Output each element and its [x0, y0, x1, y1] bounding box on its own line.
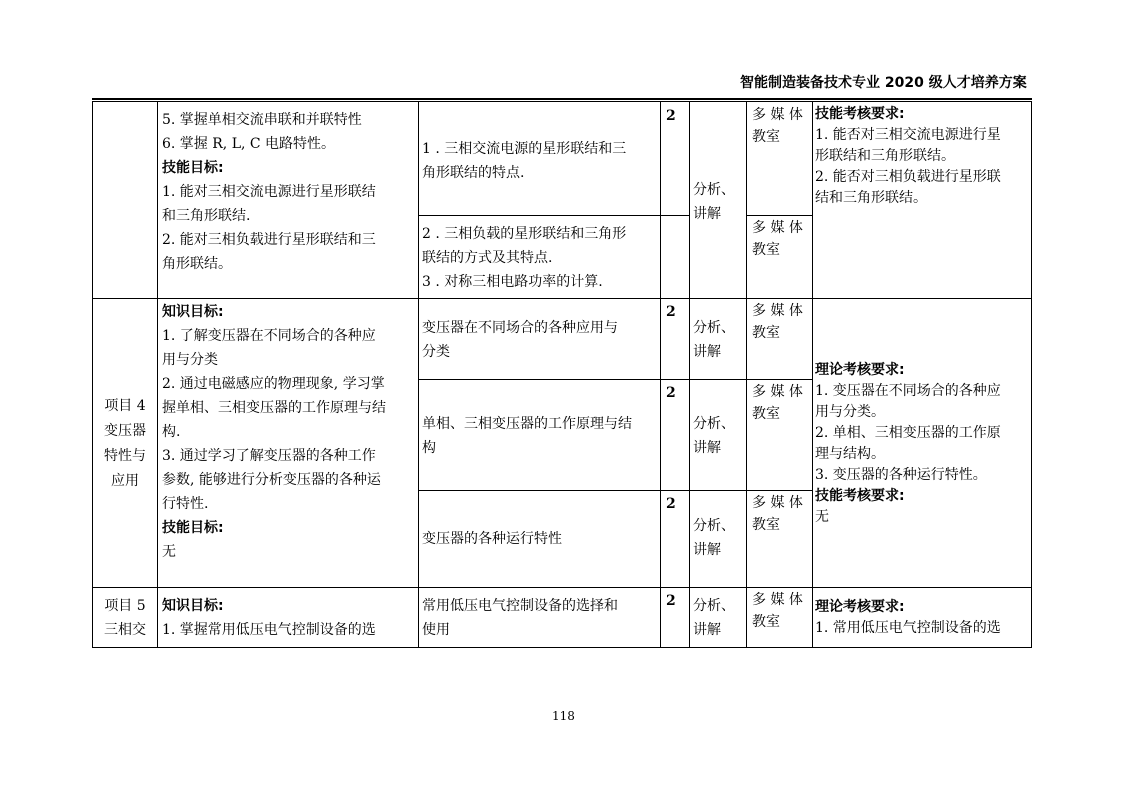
row2-place-c — [752, 492, 810, 536]
content-line: 角形联结的特点. — [422, 165, 525, 181]
row3-hours: 2 — [666, 593, 676, 609]
theory-line: 理与结构。 — [815, 446, 885, 462]
assess-heading: 技能考核要求: — [815, 106, 905, 122]
knowledge-line: 用与分类 — [162, 352, 218, 368]
row2-project-name — [94, 394, 156, 494]
header-rule-thin — [92, 101, 1032, 102]
row1-content-b — [422, 222, 658, 294]
row1-content-a — [422, 137, 658, 185]
theory-line: 3. 变压器的各种运行特性。 — [815, 467, 987, 483]
row2-method-b — [693, 412, 745, 460]
row3-project-name — [94, 594, 156, 642]
method-line: 分析、 — [693, 598, 735, 614]
objective-line: 6. 掌握 R, L, C 电路特性。 — [162, 136, 336, 152]
method-line: 讲解 — [693, 206, 721, 222]
row2-content-b — [422, 412, 658, 460]
skill-line: 1. 能对三相交流电源进行星形联结 — [162, 184, 376, 200]
place-line: 多 媒 体 — [752, 495, 803, 511]
content-line: 变压器在不同场合的各种应用与 — [422, 320, 618, 336]
project-line: 特性与 — [104, 448, 146, 464]
method-line: 讲解 — [693, 344, 721, 360]
row2-content-c — [422, 527, 658, 551]
theory-heading: 理论考核要求: — [815, 362, 905, 378]
header-rule — [92, 98, 1032, 100]
row2-hours-b: 2 — [666, 385, 676, 401]
place-line: 多 媒 体 — [752, 384, 803, 400]
assess-line: 形联结和三角形联结。 — [815, 148, 955, 164]
table-border-bottom — [92, 647, 1032, 648]
project-line: 项目 4 — [104, 398, 146, 414]
assess-line: 结和三角形联结。 — [815, 190, 927, 206]
row2-objectives-cell — [162, 300, 416, 564]
row-divider — [418, 379, 812, 380]
place-line: 多 媒 体 — [752, 220, 803, 236]
row2-method-c — [693, 514, 745, 562]
theory-line: 2. 单相、三相变压器的工作原 — [815, 425, 1001, 441]
row1-place-b — [752, 217, 810, 261]
place-line: 教室 — [752, 242, 780, 258]
theory-heading: 理论考核要求: — [815, 599, 905, 615]
row2-place-b — [752, 381, 810, 425]
content-line: 使用 — [422, 622, 450, 638]
knowledge-heading: 知识目标: — [162, 598, 224, 614]
theory-line: 1. 常用低压电气控制设备的选 — [815, 620, 1001, 636]
content-line: 常用低压电气控制设备的选择和 — [422, 598, 618, 614]
method-line: 分析、 — [693, 416, 735, 432]
knowledge-line: 构. — [162, 424, 181, 440]
content-line: 2 . 三相负载的星形联结和三角形 — [422, 226, 627, 242]
knowledge-line: 3. 通过学习了解变压器的各种工作 — [162, 448, 376, 464]
theory-line: 用与分类。 — [815, 404, 885, 420]
knowledge-line: 2. 通过电磁感应的物理现象, 学习掌 — [162, 376, 385, 392]
skill-line: 2. 能对三相负载进行星形联结和三 — [162, 232, 376, 248]
content-line: 单相、三相变压器的工作原理与结 — [422, 416, 632, 432]
project-line: 应用 — [111, 473, 139, 489]
place-line: 教室 — [752, 614, 780, 630]
skill-heading: 技能目标: — [162, 160, 224, 176]
row3-content — [422, 594, 658, 642]
knowledge-heading: 知识目标: — [162, 304, 224, 320]
method-line: 分析、 — [693, 182, 735, 198]
place-line: 教室 — [752, 325, 780, 341]
content-line: 构 — [422, 440, 436, 456]
col-divider — [660, 101, 661, 647]
row1-place-a — [752, 104, 810, 148]
theory-line: 1. 变压器在不同场合的各种应 — [815, 383, 1001, 399]
place-line: 多 媒 体 — [752, 592, 803, 608]
row-divider — [92, 298, 1032, 299]
method-line: 讲解 — [693, 622, 721, 638]
skill-assess-heading: 技能考核要求: — [815, 488, 905, 504]
col-divider — [418, 101, 419, 647]
row3-assessment — [815, 597, 1030, 639]
row-divider — [92, 587, 1032, 588]
content-line: 联结的方式及其特点. — [422, 250, 553, 266]
skill-heading: 技能目标: — [162, 520, 224, 536]
skill-line: 和三角形联结. — [162, 208, 251, 224]
row1-objectives-cell — [162, 108, 416, 276]
method-line: 分析、 — [693, 320, 735, 336]
content-line: 1 . 三相交流电源的星形联结和三 — [422, 141, 627, 157]
row3-method — [693, 594, 745, 642]
table-border-left — [92, 101, 93, 647]
row2-method-a — [693, 316, 745, 364]
project-line: 三相交 — [104, 622, 146, 638]
row1-method — [693, 178, 745, 226]
col-divider — [157, 101, 158, 647]
knowledge-line: 1. 掌握常用低压电气控制设备的选 — [162, 622, 376, 638]
row1-hours: 2 — [666, 108, 676, 124]
place-line: 教室 — [752, 517, 780, 533]
row2-assessment — [815, 360, 1030, 528]
knowledge-line: 握单相、三相变压器的工作原理与结 — [162, 400, 386, 416]
row2-place-a — [752, 300, 810, 344]
skill-line: 角形联结。 — [162, 256, 232, 272]
row2-content-a — [422, 316, 658, 364]
place-line: 多 媒 体 — [752, 107, 803, 123]
content-line: 变压器的各种运行特性 — [422, 531, 562, 547]
project-line: 项目 5 — [104, 598, 146, 614]
row1-assessment — [815, 104, 1030, 209]
content-line: 分类 — [422, 344, 450, 360]
col-divider — [812, 101, 813, 647]
knowledge-line: 1. 了解变压器在不同场合的各种应 — [162, 328, 376, 344]
col-divider — [689, 101, 690, 647]
table-border-right — [1031, 101, 1032, 647]
row2-hours-a: 2 — [666, 304, 676, 320]
row2-hours-c: 2 — [666, 496, 676, 512]
place-line: 教室 — [752, 406, 780, 422]
row3-objectives-cell — [162, 594, 416, 642]
project-line: 变压器 — [104, 423, 146, 439]
skill-assess-line: 无 — [815, 509, 829, 525]
knowledge-line: 参数, 能够进行分析变压器的各种运 — [162, 472, 381, 488]
row-divider — [418, 490, 812, 491]
row3-place — [752, 589, 810, 633]
place-line: 教室 — [752, 129, 780, 145]
method-line: 讲解 — [693, 542, 721, 558]
assess-line: 1. 能否对三相交流电源进行星 — [815, 127, 1001, 143]
knowledge-line: 行特性. — [162, 496, 209, 512]
page-number: 118 — [552, 709, 575, 723]
objective-line: 5. 掌握单相交流串联和并联特性 — [162, 112, 362, 128]
skill-line: 无 — [162, 544, 176, 560]
row-divider — [746, 215, 812, 216]
method-line: 讲解 — [693, 440, 721, 456]
method-line: 分析、 — [693, 518, 735, 534]
assess-line: 2. 能否对三相负载进行星形联 — [815, 169, 1001, 185]
document-header-title: 智能制造装备技术专业 2020 级人才培养方案 — [740, 75, 1027, 91]
row-divider — [418, 215, 690, 216]
content-line: 3 . 对称三相电路功率的计算. — [422, 274, 603, 290]
place-line: 多 媒 体 — [752, 303, 803, 319]
col-divider — [746, 101, 747, 647]
